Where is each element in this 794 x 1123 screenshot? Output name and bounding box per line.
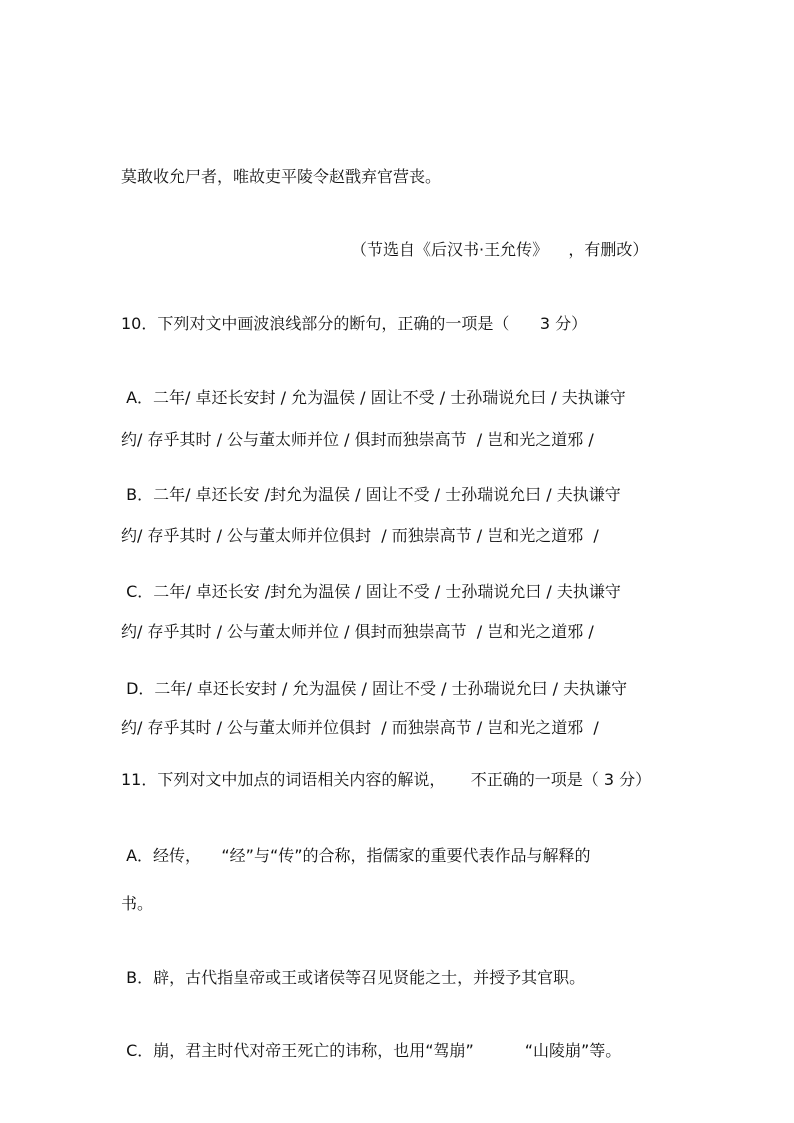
q10-option-d-line2: 约/ 存乎其时 / 公与董太师并位俱封 / 而独崇高节 / 岂和光之道邪 / (121, 718, 599, 737)
q10-option-b-line1: B．二年/ 卓还长安 /封允为温侯 / 固让不受 / 士孙瑞说允曰 / 夫执谦守 (121, 485, 621, 504)
q11-option-a-line2: 书。 (121, 894, 154, 913)
q10-option-c-line1: C．二年/ 卓还长安 /封允为温侯 / 固让不受 / 士孙瑞说允曰 / 夫执谦守 (121, 582, 621, 601)
q11-option-b: B．辟，古代指皇帝或王或诸侯等召见贤能之士，并授予其官职。 (121, 968, 586, 987)
q10-option-d-line1: D．二年/ 卓还长安封 / 允为温侯 / 固让不受 / 士孙瑞说允曰 / 夫执谦守 (121, 679, 628, 698)
q10-option-a-line1: A．二年/ 卓还长安封 / 允为温侯 / 固让不受 / 士孙瑞说允曰 / 夫执谦守 (121, 388, 626, 407)
source-citation: （节选自《后汉书·王允传》 ，有删改） (351, 240, 649, 259)
question-10-stem: 10．下列对文中画波浪线部分的断句，正确的一项是（ 3 分） (121, 314, 588, 333)
q10-option-a-line2: 约/ 存乎其时 / 公与董太师并位 / 俱封而独崇高节 / 岂和光之道邪 / (121, 430, 594, 449)
q11-option-c: C．崩，君主时代对帝王死亡的讳称，也用“驾崩” “山陵崩”等。 (121, 1041, 622, 1060)
q11-option-a-line1: A．经传， “经”与“传”的合称，指儒家的重要代表作品与解释的 (121, 846, 591, 865)
q10-option-b-line2: 约/ 存乎其时 / 公与董太师并位俱封 / 而独崇高节 / 岂和光之道邪 / (121, 526, 599, 545)
question-11-stem: 11．下列对文中加点的词语相关内容的解说， 不正确的一项是（ 3 分） (121, 770, 652, 789)
q10-option-c-line2: 约/ 存乎其时 / 公与董太师并位 / 俱封而独崇高节 / 岂和光之道邪 / (121, 622, 594, 641)
passage-closing-line: 莫敢收允尸者，唯故吏平陵令赵戬弃官营丧。 (121, 167, 442, 186)
